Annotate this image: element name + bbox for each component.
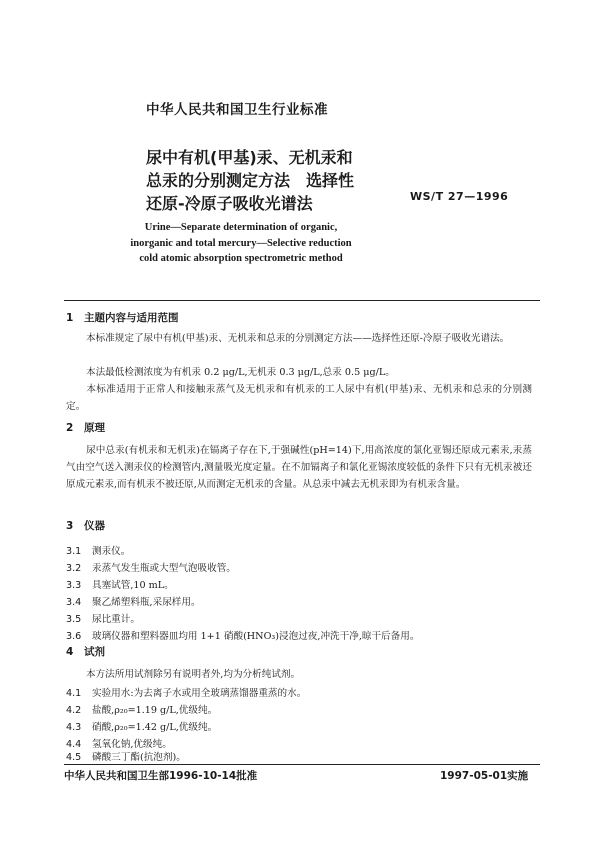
english-title-line-3: cold atomic absorption spectrometric method xyxy=(139,253,343,264)
standard-number: WS/T 27—1996 xyxy=(410,190,509,203)
section-number: 1 xyxy=(66,312,74,324)
section-1-paragraph-1: 本标准规定了尿中有机(甲基)汞、无机汞和总汞的分别测定方法——选择性还原-冷原子吸收光谱法。 xyxy=(86,333,510,344)
english-title-line-2: inorganic and total mercury—Selective reduction xyxy=(130,237,352,249)
section-1-paragraph-3: 本标准适用于正常人和接触汞蒸气及无机汞和有机汞的工人尿中有机(甲基)汞、无机汞和总汞的分别测定。 xyxy=(66,384,532,412)
title-line-3: 还原-冷原子吸收光谱法 xyxy=(146,194,313,213)
issuing-body: 中华人民共和国卫生行业标准 xyxy=(146,102,328,118)
section-title: 仪器 xyxy=(84,520,105,532)
english-title xyxy=(0,220,482,267)
top-divider xyxy=(64,300,540,301)
section-title: 试剂 xyxy=(84,646,105,658)
document-title xyxy=(146,146,354,215)
section-number: 2 xyxy=(66,422,74,434)
list-item: 4.2 盐酸,ρ₂₀=1.19 g/L,优级纯。 xyxy=(66,705,218,716)
list-item: 3.3 具塞试管,10 mL。 xyxy=(66,580,174,591)
list-item: 3.1 测汞仪。 xyxy=(66,546,131,557)
section-1-heading xyxy=(66,310,179,325)
list-item: 3.6 玻璃仪器和塑料器皿均用 1+1 硝酸(HNO₃)浸泡过夜,冲洗干净,晾干后备用。 xyxy=(66,631,420,642)
list-item: 3.5 尿比重计。 xyxy=(66,614,140,625)
section-2-heading xyxy=(66,420,105,435)
title-line-1: 尿中有机(甲基)汞、无机汞和 xyxy=(146,148,353,167)
section-3-heading xyxy=(66,518,105,533)
title-line-2: 总汞的分别测定方法 选择性 xyxy=(146,171,355,190)
list-item: 3.2 汞蒸气发生瓶或大型气泡吸收管。 xyxy=(66,563,236,574)
section-1-paragraph-2: 本法最低检测浓度为有机汞 0.2 μg/L,无机汞 0.3 μg/L,总汞 0.5 μg/L。 xyxy=(86,367,395,378)
implementation-date: 1997-05-01实施 xyxy=(440,770,529,782)
footer-divider xyxy=(64,764,540,765)
section-title: 主题内容与适用范围 xyxy=(84,312,179,324)
list-item: 4.5 磷酸三丁酯(抗泡剂)。 xyxy=(66,752,186,763)
section-title: 原理 xyxy=(84,422,105,434)
list-item: 4.1 实验用水:为去离子水或用全玻璃蒸馏器重蒸的水。 xyxy=(66,688,307,699)
section-4-paragraph-1: 本方法所用试剂除另有说明者外,均为分析纯试剂。 xyxy=(86,669,301,680)
list-item: 3.4 聚乙烯塑料瓶,采尿样用。 xyxy=(66,597,201,608)
section-4-heading xyxy=(66,644,105,659)
english-title-line-1: Urine—Separate determination of organic, xyxy=(144,222,338,233)
list-item: 4.4 氢氧化钠,优级纯。 xyxy=(66,739,172,750)
section-number: 4 xyxy=(66,646,74,658)
list-item: 4.3 硝酸,ρ₂₀=1.42 g/L,优级纯。 xyxy=(66,722,218,733)
section-2-paragraph-1: 尿中总汞(有机汞和无机汞)在镉离子存在下,于强碱性(pH=14)下,用高浓度的氯化亚锡还原成元素汞,汞蒸气由空气送入测汞仪的检测管内,测量吸光度定量。在不加镉离子和氯化亚锡浓度较低的条件下只有无机汞被还原成元素汞,而有机汞不被还原,从而测定无机汞的含量。从总汞中减去无机汞即为有机汞含量。 xyxy=(66,445,532,490)
approval-note: 中华人民共和国卫生部1996-10-14批准 xyxy=(64,770,258,782)
section-number: 3 xyxy=(66,520,74,532)
